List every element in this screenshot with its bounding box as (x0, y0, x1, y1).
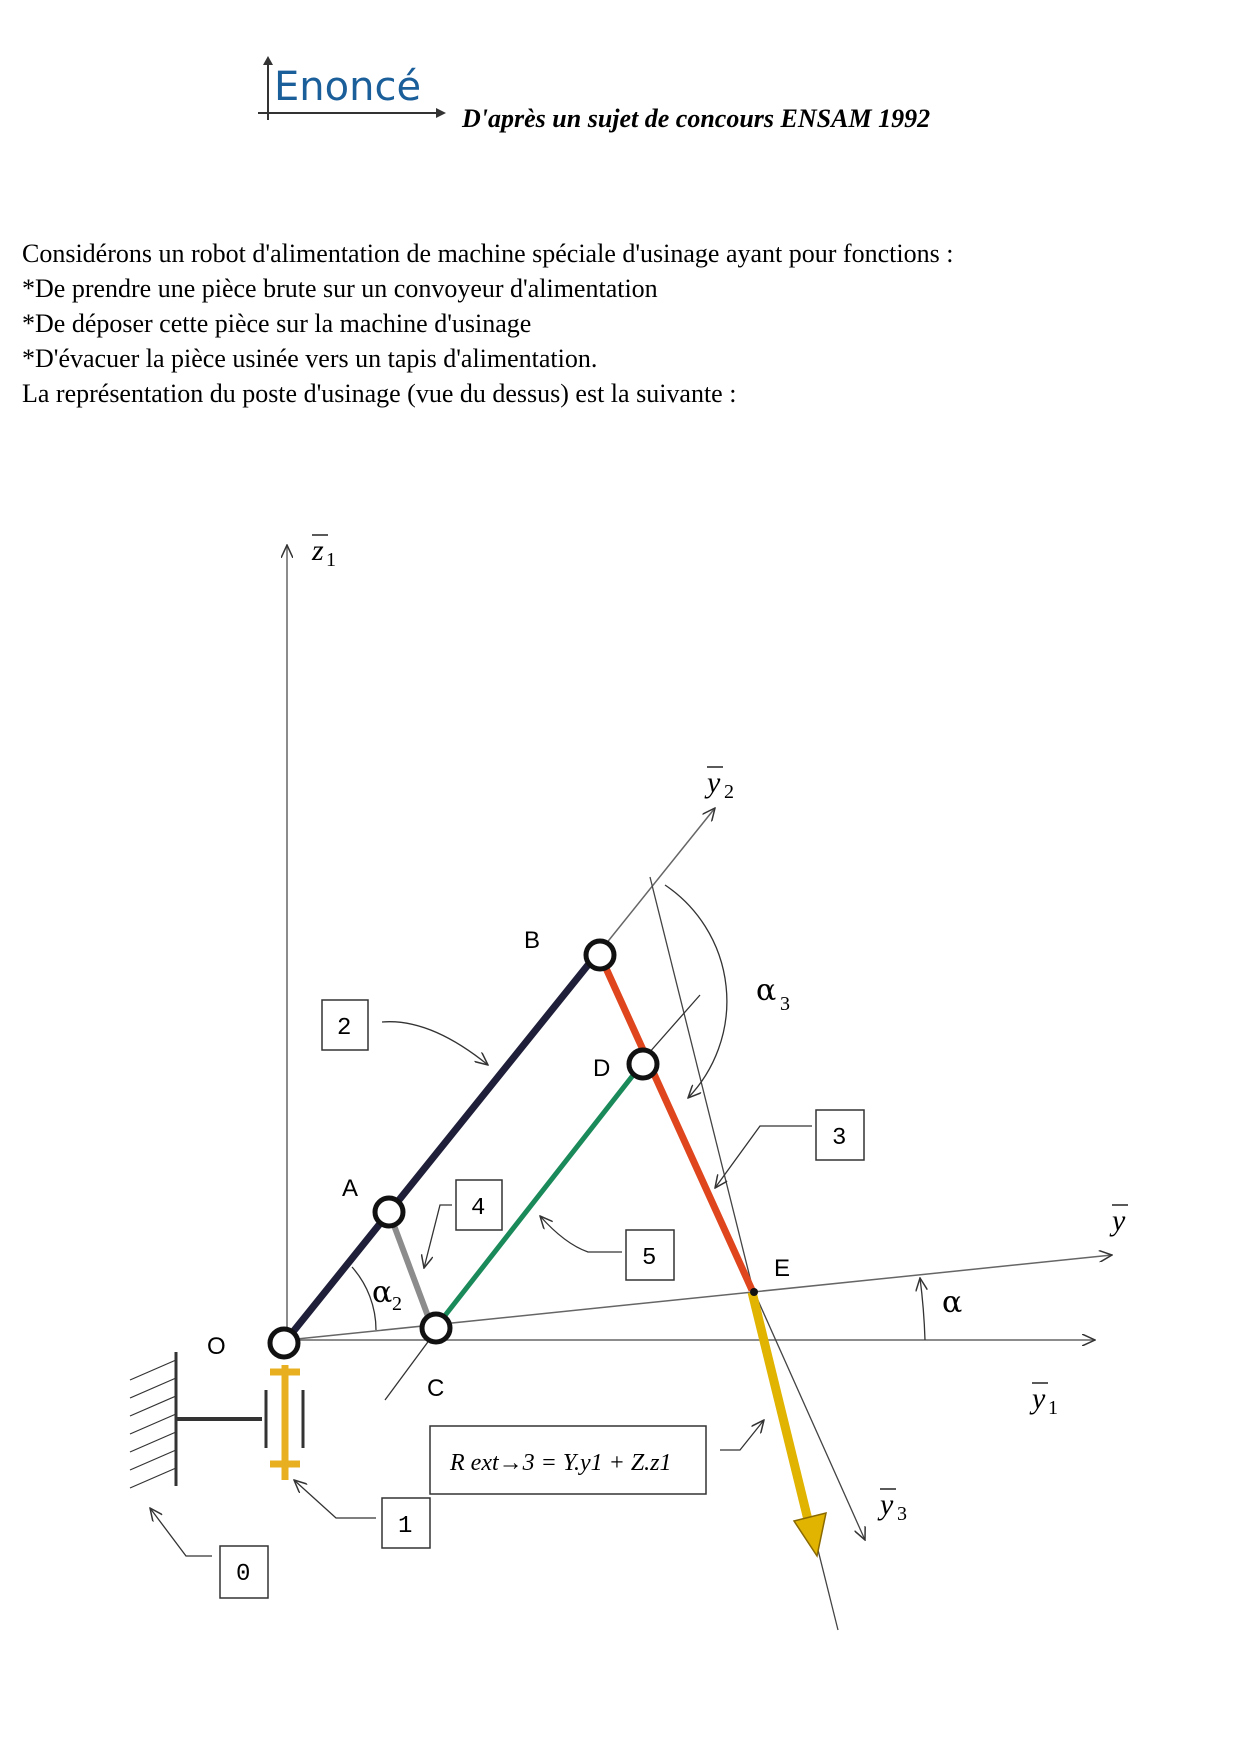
intro-line: *D'évacuer la pièce usinée vers un tapis d'alimentation. (22, 344, 598, 373)
label-B: B (524, 927, 541, 954)
force-arrowhead-icon (794, 1513, 826, 1556)
z1-letter: z (312, 534, 324, 567)
part-box-2 (322, 1000, 488, 1065)
y1-letter: y (1032, 1382, 1046, 1415)
y3-letter: y (880, 1488, 894, 1521)
intro-line: La représentation du poste d'usinage (vue du dessus) est la suivante : (22, 379, 737, 408)
y2-subscript: 2 (724, 781, 734, 803)
part-number: 4 (471, 1195, 486, 1222)
part-box-3 (715, 1110, 864, 1188)
y2-letter: y (707, 766, 721, 799)
alpha3-arc (665, 885, 727, 1098)
label-A: A (342, 1175, 359, 1202)
alpha-arc (920, 1278, 925, 1340)
intro-line: *De prendre une pièce brute sur un convoyeur d'alimentation (22, 274, 658, 303)
logo-text: Enoncé (274, 64, 422, 110)
z1-subscript: 1 (326, 549, 336, 571)
vector-label-y (1109, 1204, 1128, 1237)
intro-text (22, 236, 1222, 411)
y-letter: y (1112, 1204, 1126, 1237)
point-E (750, 1288, 758, 1296)
robot-kinematic-diagram (0, 500, 1240, 1680)
intro-line: Considérons un robot d'alimentation de machine spéciale d'usinage ayant pour fonctions : (22, 239, 954, 268)
part-number: 0 (236, 1561, 251, 1588)
alpha2-subscript: 2 (392, 1293, 402, 1315)
vector-label-y3 (877, 1488, 907, 1525)
joint-O (270, 1329, 298, 1357)
y1-subscript: 1 (1048, 1397, 1058, 1419)
alpha3-subscript: 3 (780, 993, 790, 1015)
diagram-svg (0, 500, 1240, 1680)
part-number: 2 (337, 1015, 352, 1042)
intro-line: *De déposer cette pièce sur la machine d'usinage (22, 309, 532, 338)
vector-label-y2 (704, 766, 734, 803)
y2-axis (597, 808, 715, 955)
logo-axis-horizontal (258, 112, 438, 114)
part-box-5 (540, 1216, 674, 1280)
link-3-BE (600, 955, 752, 1290)
part-box-0 (150, 1508, 268, 1598)
source-note: D'après un sujet de concours ENSAM 1992 (462, 104, 931, 133)
label-D: D (593, 1055, 611, 1082)
alpha2-letter: α (372, 1275, 393, 1310)
enonce-logo (258, 56, 448, 122)
alpha3-letter: α (756, 973, 777, 1008)
part-number: 1 (398, 1513, 413, 1540)
frame-0-hatching (130, 1360, 176, 1488)
logo-arrow-up-icon (263, 56, 273, 65)
alpha-letter: α (942, 1285, 963, 1320)
force-formula: R ext→3 = Y.y1 + Z.z1 (450, 1450, 672, 1476)
joint-B (586, 941, 614, 969)
label-C: C (427, 1375, 445, 1402)
joint-A (375, 1198, 403, 1226)
joint-C (422, 1314, 450, 1342)
y3-axis (752, 1287, 865, 1540)
label-O: O (207, 1333, 226, 1360)
angle-label-alpha2 (372, 1275, 402, 1315)
vector-label-z1 (311, 534, 336, 571)
joint-D (629, 1050, 657, 1078)
angle-label-alpha3 (756, 973, 790, 1015)
part-number: 5 (642, 1245, 657, 1272)
angle-label-alpha (942, 1285, 962, 1320)
vector-label-y1 (1029, 1382, 1058, 1419)
part-box-1 (294, 1480, 430, 1548)
y3-subscript: 3 (897, 1503, 907, 1525)
logo-arrow-right-icon (436, 108, 446, 118)
force-arrow-shaft (752, 1292, 810, 1528)
part-number: 3 (832, 1125, 847, 1152)
label-E: E (774, 1255, 791, 1282)
force-formula-box (430, 1420, 764, 1494)
